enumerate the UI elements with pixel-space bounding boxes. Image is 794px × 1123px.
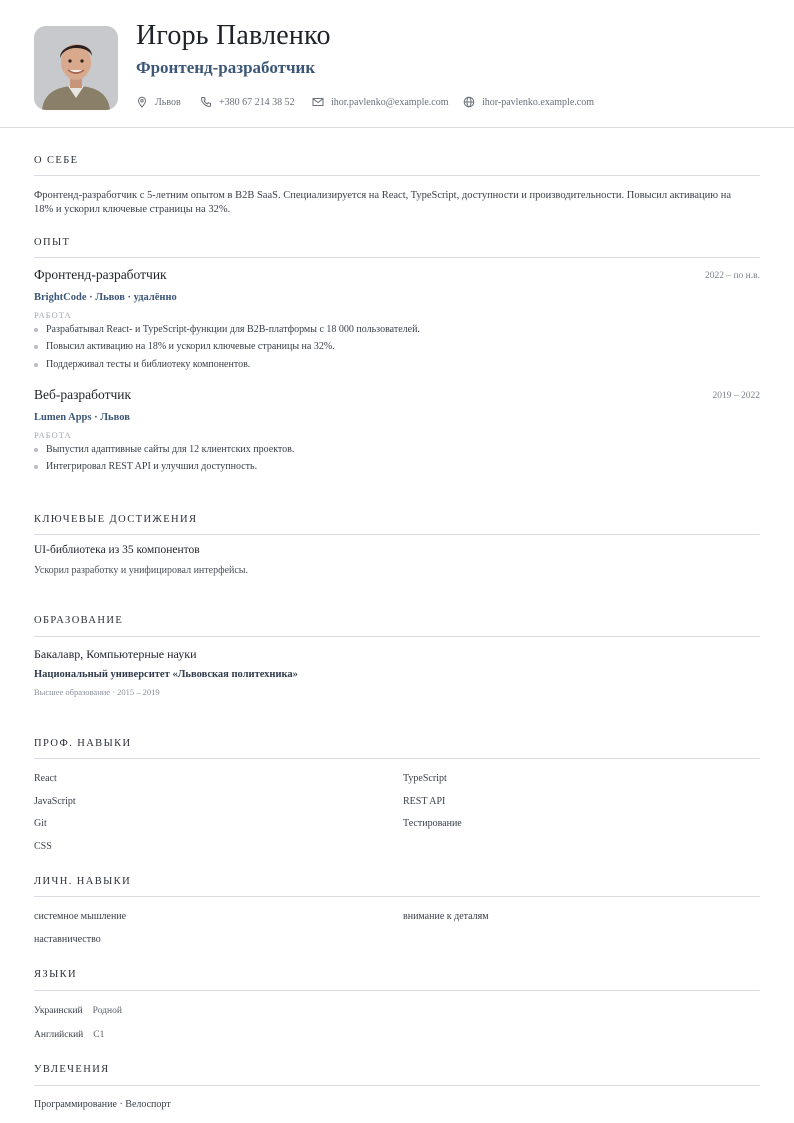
achievement-description: Ускорил разработку и унифицировал интерфейсы.	[34, 565, 249, 576]
section-divider	[34, 1085, 760, 1086]
achievement-title: UI-библиотека из 35 компонентов	[34, 544, 200, 556]
section-heading-achievements: КЛЮЧЕВЫЕ ДОСТИЖЕНИЯ	[34, 514, 198, 525]
bullet-text: Поддерживал тесты и библиотеку компонентов.	[46, 359, 251, 370]
website-text: ihor-pavlenko.example.com	[482, 96, 594, 108]
education-degree: Бакалавр, Компьютерные науки	[34, 647, 197, 661]
job-1-dates: 2022 – по н.в.	[704, 271, 760, 281]
section-divider	[34, 257, 760, 258]
bullet-text: Разрабатывал React- и TypeScript-функции для B2B-платформы с 18 000 пользователей.	[46, 324, 420, 335]
globe-icon	[463, 96, 475, 108]
section-divider	[34, 758, 760, 759]
job-2-bullet	[34, 461, 257, 472]
section-heading-soft-skills: ЛИЧН. НАВЫКИ	[34, 876, 132, 887]
bullet-text: Интегрировал REST API и улучшил доступность.	[46, 461, 258, 472]
education-meta: Высшее образование · 2015 – 2019	[34, 687, 160, 697]
section-divider	[34, 534, 760, 535]
job-1-company: BrightCode · Львов · удалённо	[34, 292, 177, 303]
bullet-dot-icon	[34, 363, 38, 367]
language-level: Родной	[92, 1006, 122, 1016]
skill-item: Тестирование	[403, 818, 462, 829]
bullet-dot-icon	[34, 465, 38, 469]
skill-item: Git	[34, 818, 47, 829]
skill-item: React	[34, 773, 57, 784]
email-text: ihor.pavlenko@example.com	[331, 96, 449, 108]
bullet-text: Выпустил адаптивные сайты для 12 клиентских проектов.	[46, 444, 295, 455]
avatar-image	[34, 26, 118, 110]
skill-item: TypeScript	[403, 773, 447, 784]
contact-phone[interactable]	[200, 94, 295, 110]
contact-website[interactable]	[463, 94, 594, 110]
job-1-bullet	[34, 324, 420, 335]
section-heading-about: О СЕБЕ	[34, 155, 79, 166]
bullet-dot-icon	[34, 345, 38, 349]
job-title-headline: Фронтенд-разработчик	[136, 58, 316, 77]
section-divider	[34, 990, 760, 991]
skill-item: JavaScript	[34, 796, 76, 807]
section-heading-languages: ЯЗЫКИ	[34, 969, 78, 980]
job-2-type: РАБОТА	[34, 430, 72, 440]
language-level: C1	[93, 1030, 105, 1040]
language-name: Украинский	[34, 1006, 83, 1016]
section-heading-interests: УВЛЕЧЕНИЯ	[34, 1064, 110, 1075]
phone-icon	[200, 96, 212, 108]
about-line-2: 18% и ускорил ключевые страницы на 32%.	[34, 204, 231, 215]
contact-location	[136, 94, 181, 110]
section-divider	[34, 175, 760, 176]
section-divider	[34, 636, 760, 637]
language-name: Английский	[34, 1030, 84, 1040]
section-heading-hard-skills: ПРОФ. НАВЫКИ	[34, 738, 132, 749]
soft-skill-item: внимание к деталям	[403, 911, 489, 922]
job-1-bullet	[34, 341, 335, 352]
bullet-dot-icon	[34, 328, 38, 332]
job-2-dates: 2019 – 2022	[712, 391, 760, 401]
language-item	[34, 1030, 104, 1040]
skill-item: CSS	[34, 841, 52, 852]
person-name: Игорь Павленко	[136, 20, 331, 51]
soft-skill-item: системное мышление	[34, 911, 127, 922]
resume-header	[0, 0, 794, 128]
profile-photo	[34, 26, 118, 110]
job-1-type: РАБОТА	[34, 310, 72, 320]
language-item	[34, 1006, 122, 1016]
section-heading-experience: ОПЫТ	[34, 237, 71, 248]
skill-item: REST API	[403, 796, 446, 807]
interests-text: Программирование · Велоспорт	[34, 1099, 171, 1110]
education-school: Национальный университет «Львовская политехника»	[34, 669, 298, 680]
email-icon	[312, 96, 324, 108]
job-1-title: Фронтенд-разработчик	[34, 267, 167, 282]
section-divider	[34, 896, 760, 897]
bullet-text: Повысил активацию на 18% и ускорил ключевые страницы на 32%.	[46, 341, 335, 352]
job-2-title: Веб-разработчик	[34, 387, 132, 402]
job-2-bullet	[34, 444, 294, 455]
soft-skill-item: наставничество	[34, 934, 101, 945]
bullet-dot-icon	[34, 448, 38, 452]
job-1-bullet	[34, 359, 250, 370]
location-pin-icon	[136, 96, 148, 108]
location-text: Львов	[155, 96, 181, 108]
job-2-company: Lumen Apps · Львов	[34, 412, 130, 423]
contact-email[interactable]	[312, 94, 449, 110]
phone-text: +380 67 214 38 52	[219, 96, 295, 108]
section-heading-education: ОБРАЗОВАНИЕ	[34, 615, 124, 626]
about-line-1: Фронтенд-разработчик с 5-летним опытом в B2B SaaS. Специализируется на React, TypeScript, доступности и производительности. Повысил активацию на	[34, 190, 732, 201]
